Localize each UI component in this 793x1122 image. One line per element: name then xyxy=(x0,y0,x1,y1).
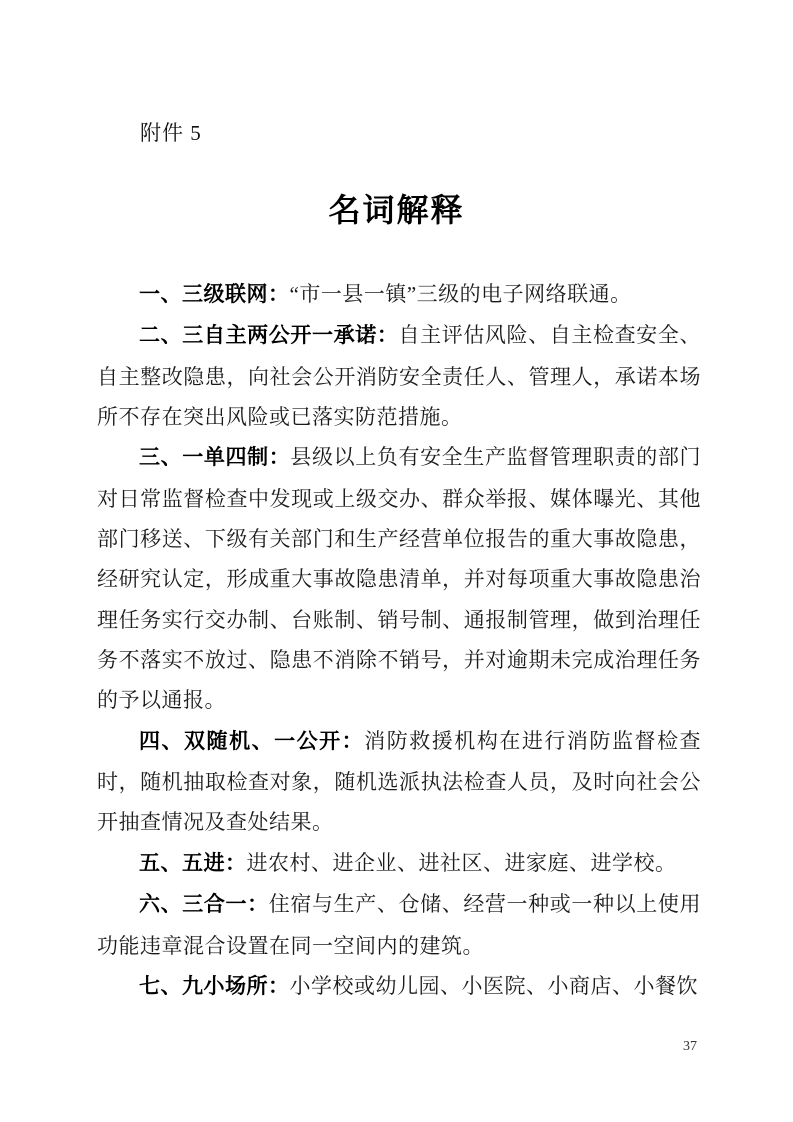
glossary-term-2: 二、三自主两公开一承诺： xyxy=(139,324,399,348)
glossary-definition-6: 住宿与生产、仓储、经营一种或一种以上使用功能违章混合设置在同一空间内的建筑。 xyxy=(97,892,702,958)
glossary-term-1: 一、三级联网： xyxy=(139,283,290,306)
glossary-entry-1 xyxy=(97,274,701,315)
document-body xyxy=(97,274,701,1007)
glossary-term-5: 五、五进： xyxy=(139,851,247,875)
page-number: 37 xyxy=(683,1039,697,1054)
glossary-term-3: 三、一单四制： xyxy=(139,446,291,470)
glossary-definition-4: 消防救援机构在进行消防监督检查时，随机抽取检查对象，随机选派执法检查人员，及时向社会公开抽查情况及查处结果。 xyxy=(97,728,702,835)
glossary-definition-7: 小学校或幼儿园、小医院、小商店、小餐饮 xyxy=(289,973,698,998)
glossary-term-4: 四、双随机、一公开： xyxy=(139,729,365,753)
glossary-definition-2: 自主评估风险、自主检查安全、自主整改隐患，向社会公开消防安全责任人、管理人，承诺本场所不存在突出风险或已落实防范措施。 xyxy=(97,323,702,430)
glossary-term-6: 六、三合一： xyxy=(139,893,269,917)
attachment-label: 附件 5 xyxy=(140,121,202,145)
glossary-term-7: 七、九小场所： xyxy=(139,974,290,998)
glossary-entry-3 xyxy=(97,437,701,720)
glossary-entry-5 xyxy=(97,843,701,884)
glossary-definition-1: “市一县一镇”三级的电子网络联通。 xyxy=(289,282,632,306)
page-title: 名词解释 xyxy=(328,192,465,228)
glossary-entry-7 xyxy=(97,966,701,1007)
glossary-definition-5: 进农村、进企业、进社区、进家庭、进学校。 xyxy=(246,850,677,875)
glossary-entry-6 xyxy=(97,884,701,966)
glossary-entry-2 xyxy=(97,315,701,437)
glossary-definition-3: 县级以上负有安全生产监督管理职责的部门对日常监督检查中发现或上级交办、群众举报、媒体曝光、其他部门移送、下级有关部门和生产经营单位报告的重大事故隐患，经研究认定，形成重大事故隐患清单，并对每项重大事故隐患治理任务实行交办制、台账制、销号制、通报制管理，做到治理任务不落实不放过、隐患不消除不销号，并对逾期未完成治理任务的予以通报。 xyxy=(97,445,702,713)
glossary-entry-4 xyxy=(97,721,701,843)
